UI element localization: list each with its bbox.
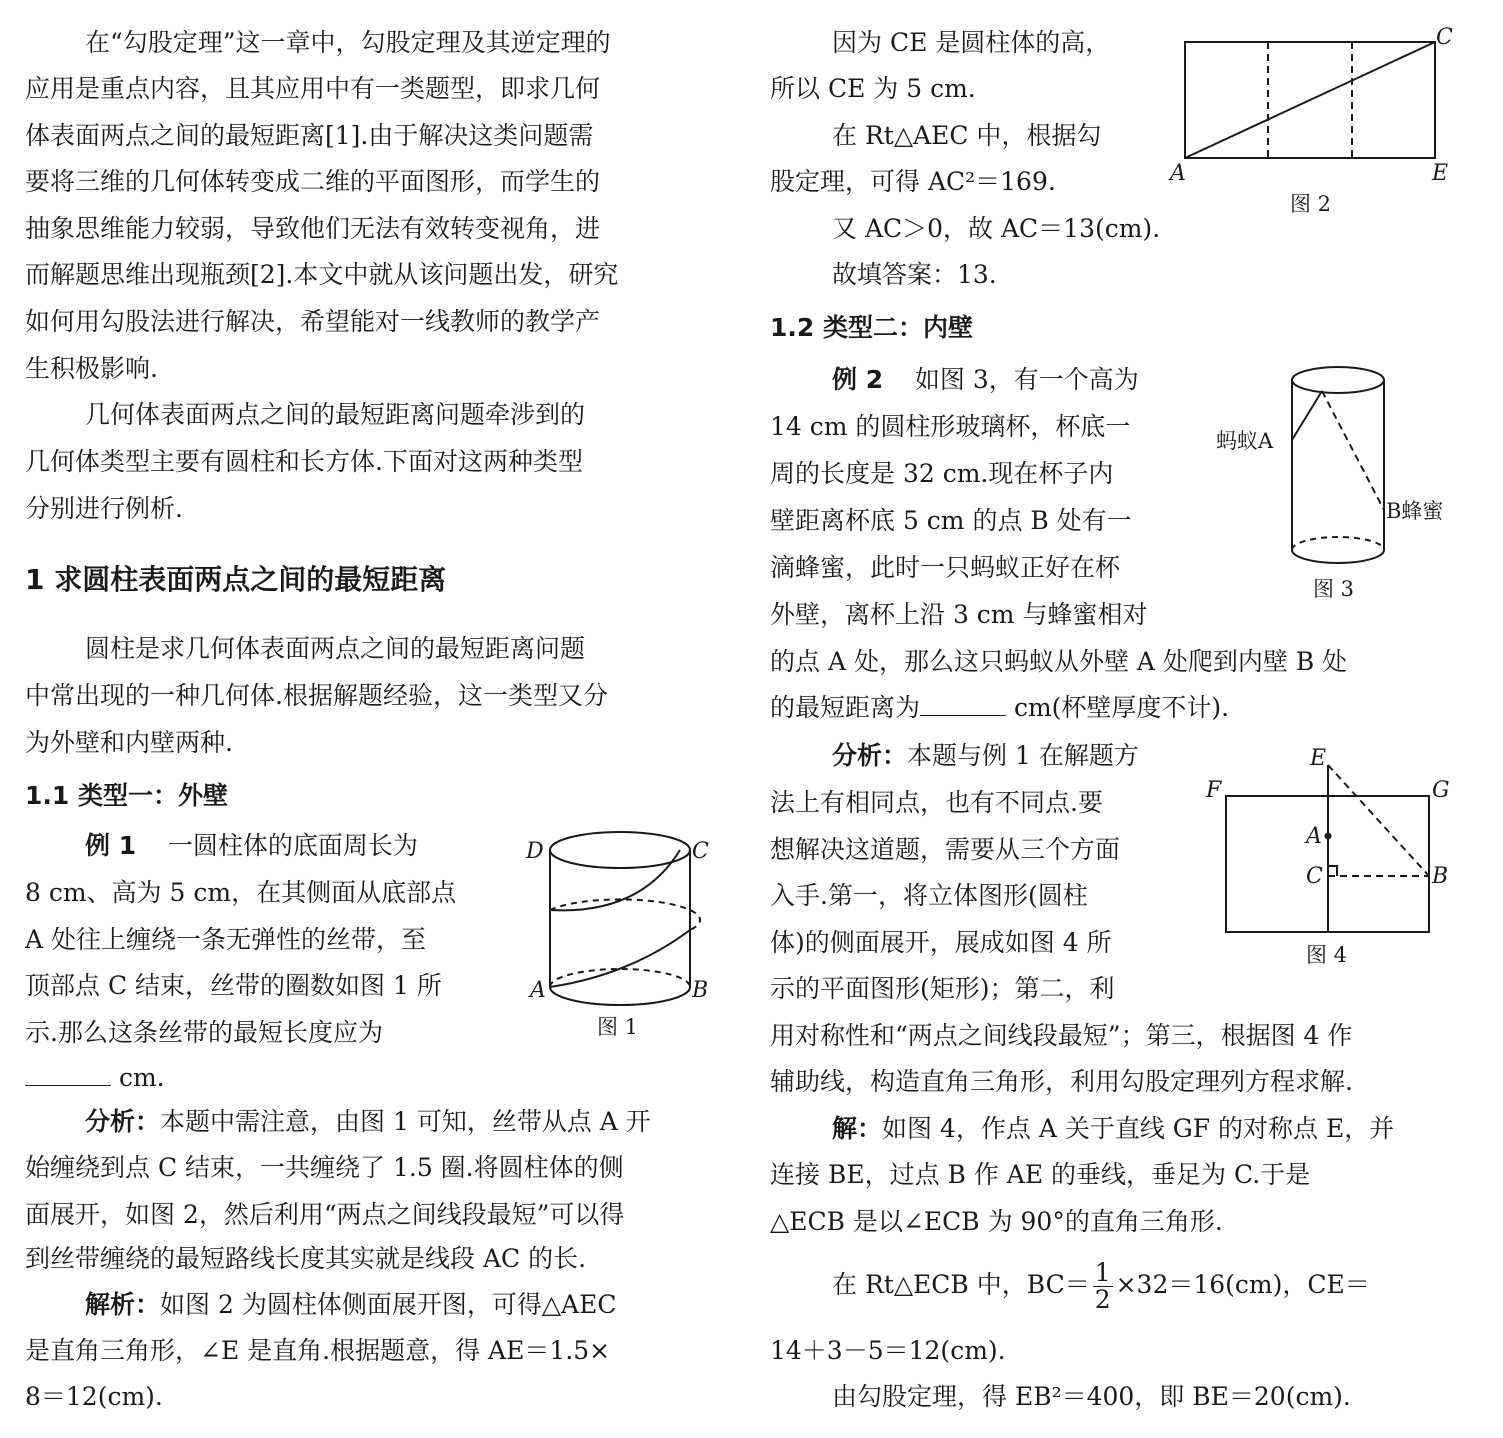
analysis-label: 分析： <box>85 1107 161 1136</box>
fraction-denominator: 2 <box>1094 1285 1111 1314</box>
analysis-label: 分析： <box>832 741 908 770</box>
example-line: A 处往上缠绕一条无弹性的丝带，至 <box>25 925 427 954</box>
paragraph-line: 圆柱是求几何体表面两点之间的最短距离问题 <box>85 634 586 663</box>
figure-4-caption: 图 4 <box>1306 943 1348 967</box>
solution-line: 8＝12(cm). <box>25 1382 163 1411</box>
answer-blank <box>920 693 1006 716</box>
paragraph-line: 而解题思维出现瓶颈[2].本文中就从该问题出发，研究 <box>25 260 619 289</box>
paragraph-line: 几何体类型主要有圆柱和长方体.下面对这两种类型 <box>25 447 583 476</box>
analysis-line: 法上有相同点，也有不同点.要 <box>770 788 1103 817</box>
analysis-line: 入手.第一，将立体图形(圆柱 <box>770 881 1088 910</box>
fig4-label-A: A <box>1306 824 1322 849</box>
analysis-line <box>832 741 1139 771</box>
paragraph-line: 所以 CE 为 5 cm. <box>770 74 976 103</box>
solution-text: 如图 2 为圆柱体侧面展开图，可得△AEC <box>160 1290 617 1319</box>
paragraph-line: 在 Rt△AEC 中，根据勾 <box>832 121 1102 150</box>
calc-prefix: 在 Rt△ECB 中，BC＝ <box>832 1270 1090 1299</box>
example-line: 滴蜂蜜，此时一只蚂蚁正好在杯 <box>770 553 1121 582</box>
example-line: 示.那么这条丝带的最短长度应为 <box>25 1018 383 1047</box>
paragraph-line: 故填答案：13. <box>832 260 997 289</box>
subsection-title: 1.1 类型一：外壁 <box>25 781 228 810</box>
solution-label: 解： <box>832 1114 883 1143</box>
example-line: 顶部点 C 结束，丝带的圈数如图 1 所 <box>25 971 442 1000</box>
analysis-line: 面展开，如图 2，然后利用“两点之间线段最短”可以得 <box>25 1200 625 1229</box>
example-line: 14 cm 的圆柱形玻璃杯，杯底一 <box>770 412 1131 441</box>
paragraph-line: 为外壁和内壁两种. <box>25 728 233 757</box>
example-label: 例 2 <box>832 365 884 394</box>
fig2-label-C: C <box>1436 25 1453 50</box>
figure-3 <box>1210 360 1500 570</box>
analysis-line <box>85 1107 651 1137</box>
paragraph-line: 应用是重点内容，且其应用中有一类题型，即求几何 <box>25 74 601 103</box>
calculation-line: 14＋3－5＝12(cm). <box>770 1336 1006 1365</box>
solution-line <box>85 1290 616 1320</box>
analysis-line: 到丝带缠绕的最短路线长度其实就是线段 AC 的长. <box>25 1244 587 1273</box>
paragraph-line: 如何用勾股法进行解决，希望能对一线教师的教学产 <box>25 307 601 336</box>
analysis-line: 体)的侧面展开，展成如图 4 所 <box>770 928 1112 957</box>
fig2-label-A: A <box>1170 161 1186 186</box>
figure-3-caption: 图 3 <box>1313 577 1355 601</box>
paragraph-line: 生积极影响. <box>25 354 158 383</box>
solution-line: 连接 BE，过点 B 作 AE 的垂线，垂足为 C.于是 <box>770 1160 1311 1189</box>
paragraph-line: 在“勾股定理”这一章中，勾股定理及其逆定理的 <box>85 28 611 57</box>
paragraph-line: 抽象思维能力较弱，导致他们无法有效转变视角，进 <box>25 214 601 243</box>
example-line: 8 cm、高为 5 cm，在其侧面从底部点 <box>25 878 457 907</box>
fig1-label-A: A <box>530 978 546 1003</box>
paragraph-line: 又 AC＞0，故 AC＝13(cm). <box>832 214 1161 243</box>
solution-label: 解析： <box>85 1290 161 1319</box>
example-answer-line <box>770 693 1229 723</box>
figure-2-caption: 图 2 <box>1290 192 1332 216</box>
solution-line <box>832 1114 1394 1144</box>
fig1-label-C: C <box>692 839 709 864</box>
paragraph-line: 中常出现的一种几何体.根据解题经验，这一类型又分 <box>25 681 608 710</box>
example-line: 壁距离杯底 5 cm 的点 B 处有一 <box>770 506 1132 535</box>
analysis-text: 本题与例 1 在解题方 <box>907 741 1139 770</box>
figure-1-caption: 图 1 <box>597 1015 639 1039</box>
calculation-line <box>832 1258 1370 1313</box>
solution-line: △ECB 是以∠ECB 为 90°的直角三角形. <box>770 1207 1223 1236</box>
fig2-label-E: E <box>1432 161 1449 186</box>
example-line: 周的长度是 32 cm.现在杯子内 <box>770 459 1114 488</box>
fig4-label-B: B <box>1432 864 1449 889</box>
figure-1 <box>520 825 720 1045</box>
answer-unit: cm. <box>118 1063 165 1092</box>
example-line: 外壁，离杯上沿 3 cm 与蜂蜜相对 <box>770 600 1148 629</box>
answer-prefix: 的最短距离为 <box>770 693 921 722</box>
analysis-text: 本题中需注意，由图 1 可知，丝带从点 A 开 <box>160 1107 651 1136</box>
fraction-numerator: 1 <box>1094 1258 1111 1287</box>
analysis-line: 始缠绕到点 C 结束，一共缠绕了 1.5 圈.将圆柱体的侧 <box>25 1153 624 1182</box>
calculation-line: 由勾股定理，得 EB²＝400，即 BE＝20(cm). <box>832 1382 1351 1411</box>
section-title: 1 求圆柱表面两点之间的最短距离 <box>25 563 447 596</box>
example-answer-line <box>25 1063 165 1093</box>
figure-4 <box>1200 735 1460 945</box>
paragraph-line: 分别进行例析. <box>25 494 183 523</box>
solution-text: 如图 4，作点 A 关于直线 GF 的对称点 E，并 <box>882 1114 1395 1143</box>
example-text: 如图 3，有一个高为 <box>914 365 1139 394</box>
fig3-honey-label: B蜂蜜 <box>1386 499 1444 523</box>
analysis-line: 用对称性和“两点之间线段最短”；第三，根据图 4 作 <box>770 1021 1353 1050</box>
example-line <box>832 365 1139 395</box>
fig4-label-G: G <box>1432 778 1450 803</box>
paragraph-line: 股定理，可得 AC²＝169. <box>770 167 1056 196</box>
example-text: 一圆柱体的底面周长为 <box>167 831 418 860</box>
calc-suffix: ×32＝16(cm)，CE＝ <box>1115 1270 1370 1299</box>
answer-blank <box>25 1063 111 1086</box>
example-label: 例 1 <box>85 831 137 860</box>
analysis-line: 辅助线，构造直角三角形，利用勾股定理列方程求解. <box>770 1067 1353 1096</box>
answer-suffix: cm(杯壁厚度不计). <box>1013 693 1230 722</box>
analysis-line: 想解决这道题，需要从三个方面 <box>770 835 1121 864</box>
fig1-label-B: B <box>692 978 709 1003</box>
fig4-label-C: C <box>1306 864 1323 889</box>
fig3-ant-label: 蚂蚁A <box>1216 429 1274 453</box>
paragraph-line: 要将三维的几何体转变成二维的平面图形，而学生的 <box>25 167 601 196</box>
fig1-label-D: D <box>526 839 544 864</box>
analysis-line: 示的平面图形(矩形)；第二，利 <box>770 974 1115 1003</box>
subsection-title: 1.2 类型二：内壁 <box>770 313 973 342</box>
fig4-label-E: E <box>1310 746 1327 771</box>
example-line <box>85 831 418 861</box>
paragraph-line: 几何体表面两点之间的最短距离问题牵涉到的 <box>85 400 586 429</box>
fraction <box>1093 1260 1113 1313</box>
fig4-label-F: F <box>1206 778 1222 803</box>
paragraph-line: 体表面两点之间的最短距离[1].由于解决这类问题需 <box>25 121 594 150</box>
solution-line: 是直角三角形，∠E 是直角.根据题意，得 AE＝1.5× <box>25 1336 611 1365</box>
example-line: 的点 A 处，那么这只蚂蚁从外壁 A 处爬到内壁 B 处 <box>770 647 1348 676</box>
paragraph-line: 因为 CE 是圆柱体的高， <box>832 28 1111 57</box>
